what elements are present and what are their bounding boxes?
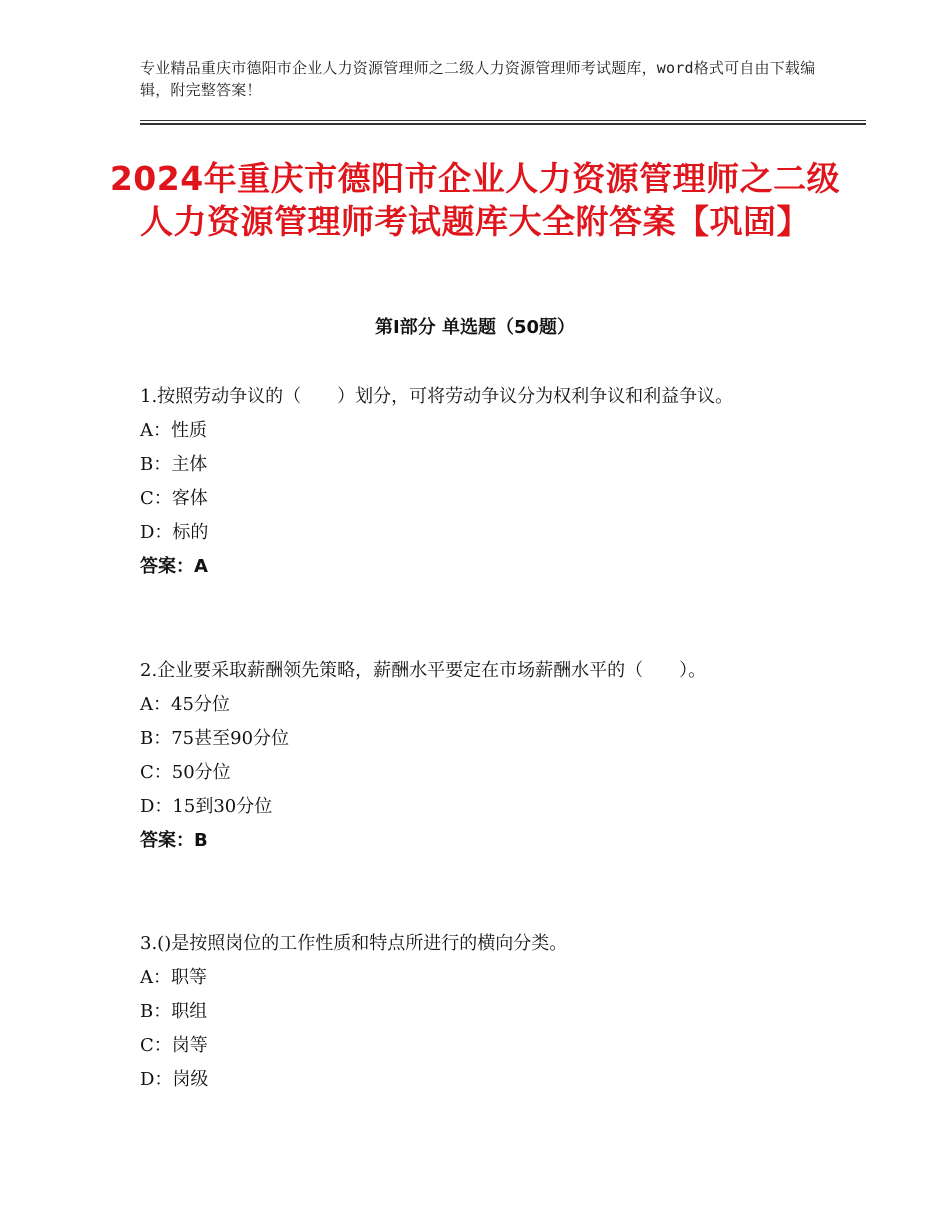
option-d: D：15到30分位 — [140, 796, 273, 817]
header-note: 专业精品重庆市德阳市企业人力资源管理师之二级人力资源管理师考试题库，word格式可自由下载编辑，附完整答案！ — [140, 59, 816, 99]
option-d: D：标的 — [140, 522, 209, 543]
option-c: C：岗等 — [140, 1035, 208, 1056]
option-c: C：50分位 — [140, 762, 231, 783]
document-title: 2024年重庆市德阳市企业人力资源管理师之二级人力资源管理师考试题库大全附答案【巩固】 — [109, 159, 841, 241]
question-2 — [140, 654, 820, 858]
option-d: D：岗级 — [140, 1069, 209, 1090]
question-stem: 1.按照劳动争议的（ ）划分，可将劳动争议分为权利争议和利益争议。 — [140, 386, 734, 407]
question-stem: 2.企业要采取薪酬领先策略，薪酬水平要定在市场薪酬水平的（ ）。 — [140, 660, 707, 681]
header-rule-thin — [140, 120, 866, 121]
answer-line: 答案：B — [140, 830, 208, 851]
section-title: 第Ⅰ部分 单选题（50题） — [374, 317, 575, 338]
question-3 — [140, 927, 820, 1097]
question-stem: 3.()是按照岗位的工作性质和特点所进行的横向分类。 — [140, 933, 568, 954]
option-b: B：主体 — [140, 454, 208, 475]
option-b: B：75甚至90分位 — [140, 728, 290, 749]
answer-line: 答案：A — [140, 556, 208, 577]
option-a: A：45分位 — [140, 694, 230, 715]
option-b: B：职组 — [140, 1001, 208, 1022]
question-1 — [140, 380, 820, 584]
option-c: C：客体 — [140, 488, 208, 509]
header-rule-thick — [140, 123, 866, 125]
option-a: A：职等 — [140, 967, 207, 988]
option-a: A：性质 — [140, 420, 207, 441]
